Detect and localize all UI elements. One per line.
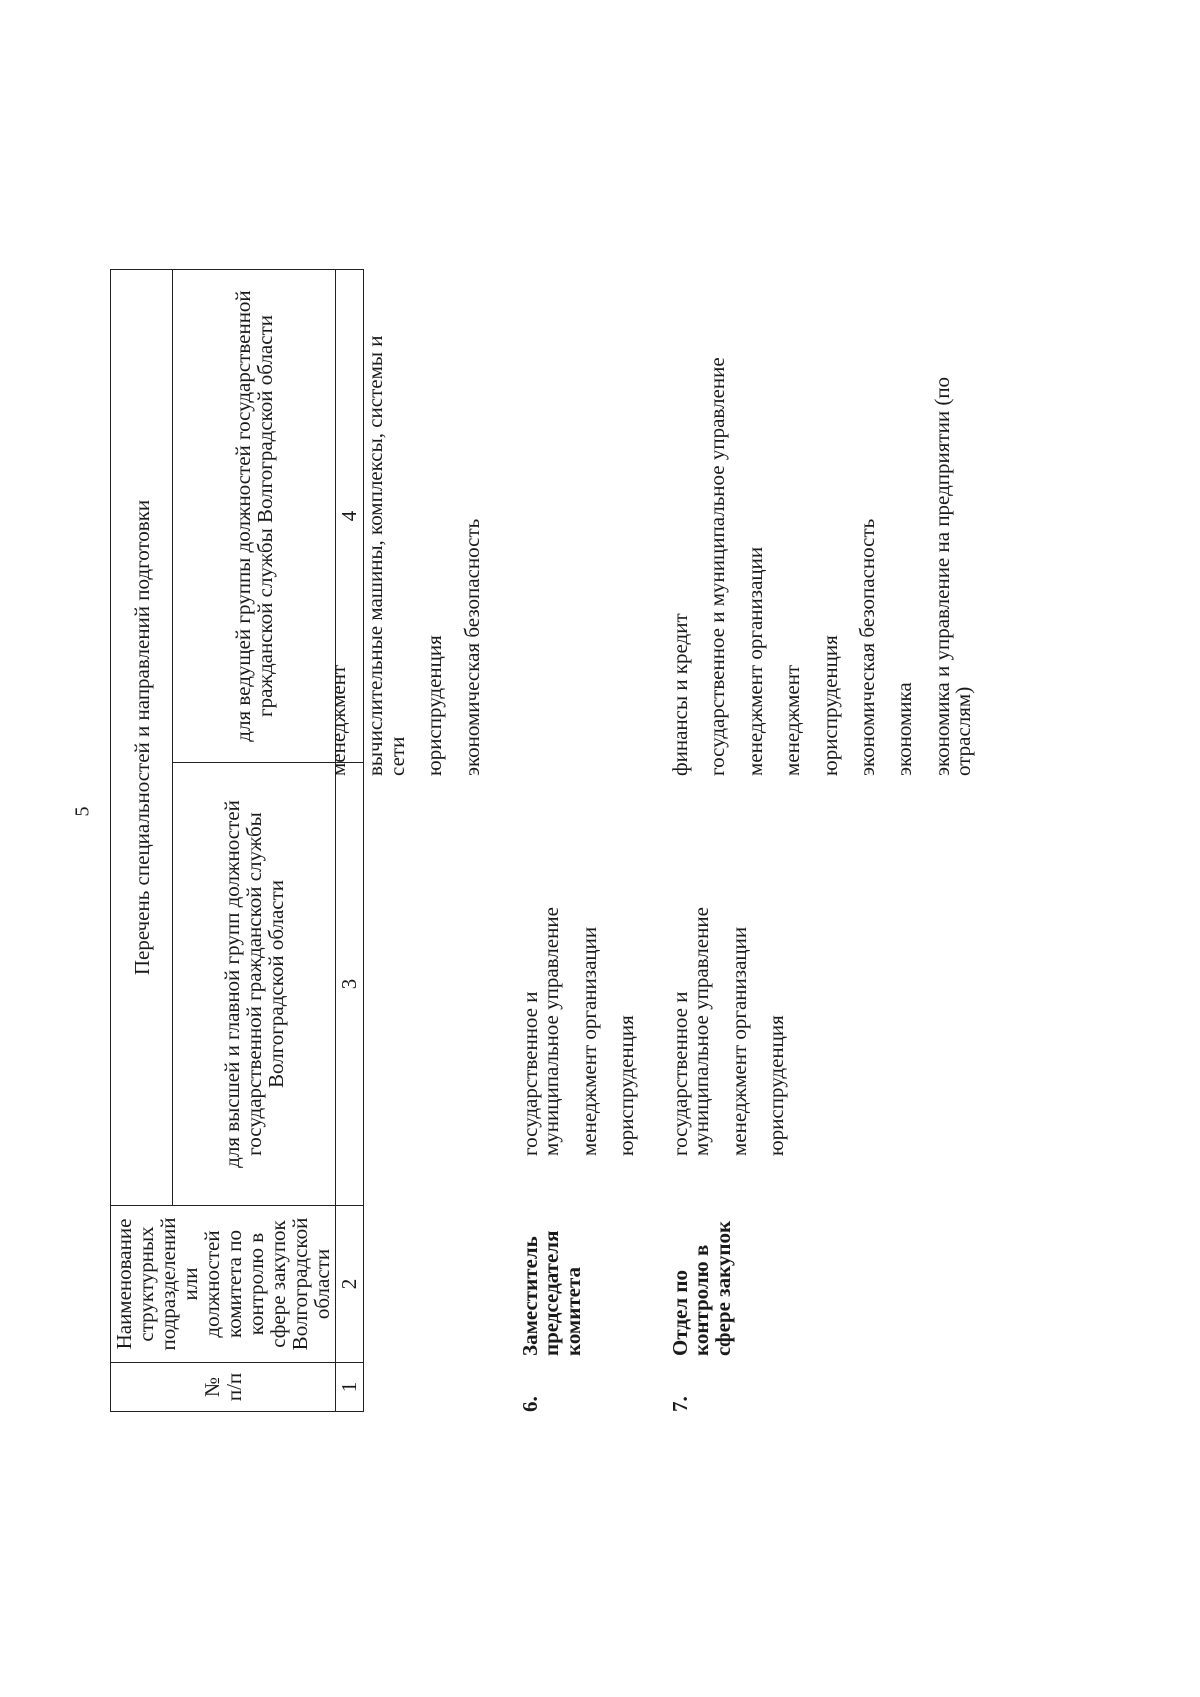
row-number: 7. xyxy=(668,1396,692,1412)
list-item: менеджмент xyxy=(326,664,350,776)
list-item: государственное и муниципальное управление xyxy=(668,907,714,1156)
row-col3 xyxy=(670,856,804,1156)
rotated-page-content xyxy=(110,0,1200,1412)
header-num-1: 1 xyxy=(336,1363,363,1412)
list-item: экономическая безопасность xyxy=(459,518,484,776)
page-number: 5 xyxy=(71,806,94,817)
list-item: финансы и кредит xyxy=(668,613,692,776)
row-col4 xyxy=(670,306,991,776)
list-item: менеджмент организации xyxy=(726,926,751,1156)
header-num-2: 2 xyxy=(336,1206,363,1363)
list-item: менеджмент организации xyxy=(742,546,767,776)
header-table xyxy=(110,269,364,1412)
list-item: юриспруденция xyxy=(422,635,447,776)
list-item: менеджмент организации xyxy=(576,926,601,1156)
list-item: экономика и управление на предприятии (по отраслям) xyxy=(929,376,976,776)
row-col3 xyxy=(520,856,654,1156)
header-col-unit: Наименование структурных подразделений или должностей комитета по контролю в сфере закупок Волгоградской области xyxy=(111,1206,336,1363)
row-unit-name: Отдел по контролю в сфере закупок xyxy=(668,1220,735,1356)
list-item: государственное и муниципальное управление xyxy=(705,357,730,776)
list-item: юриспруденция xyxy=(817,635,842,776)
list-item: экономическая безопасность xyxy=(855,518,880,776)
row-unit-name: Заместитель председателя комитета xyxy=(518,1230,585,1356)
header-num-3: 3 xyxy=(336,763,363,1206)
row-number: 6. xyxy=(518,1396,542,1412)
header-col-specialties: Перечень специальностей и направлений подготовки xyxy=(111,270,173,1206)
header-col-senior-groups: для высшей и главной групп должностей государственной гражданской службы Волгоградской области xyxy=(173,763,336,1206)
header-col-number: № п/п xyxy=(111,1363,336,1412)
list-item: юриспруденция xyxy=(764,1015,789,1156)
list-item: менеджмент xyxy=(780,664,805,776)
header-col-leading-group: для ведущей группы должностей государственной гражданской службы Волгоградской области xyxy=(173,270,336,763)
continued-col4 xyxy=(328,306,499,776)
list-item: юриспруденция xyxy=(614,1015,639,1156)
header-num-4: 4 xyxy=(336,270,363,763)
list-item: государственное и муниципальное управление xyxy=(518,907,564,1156)
list-item: вычислительные машины, комплексы, системы и сети xyxy=(363,335,409,776)
list-item: экономика xyxy=(892,682,917,776)
